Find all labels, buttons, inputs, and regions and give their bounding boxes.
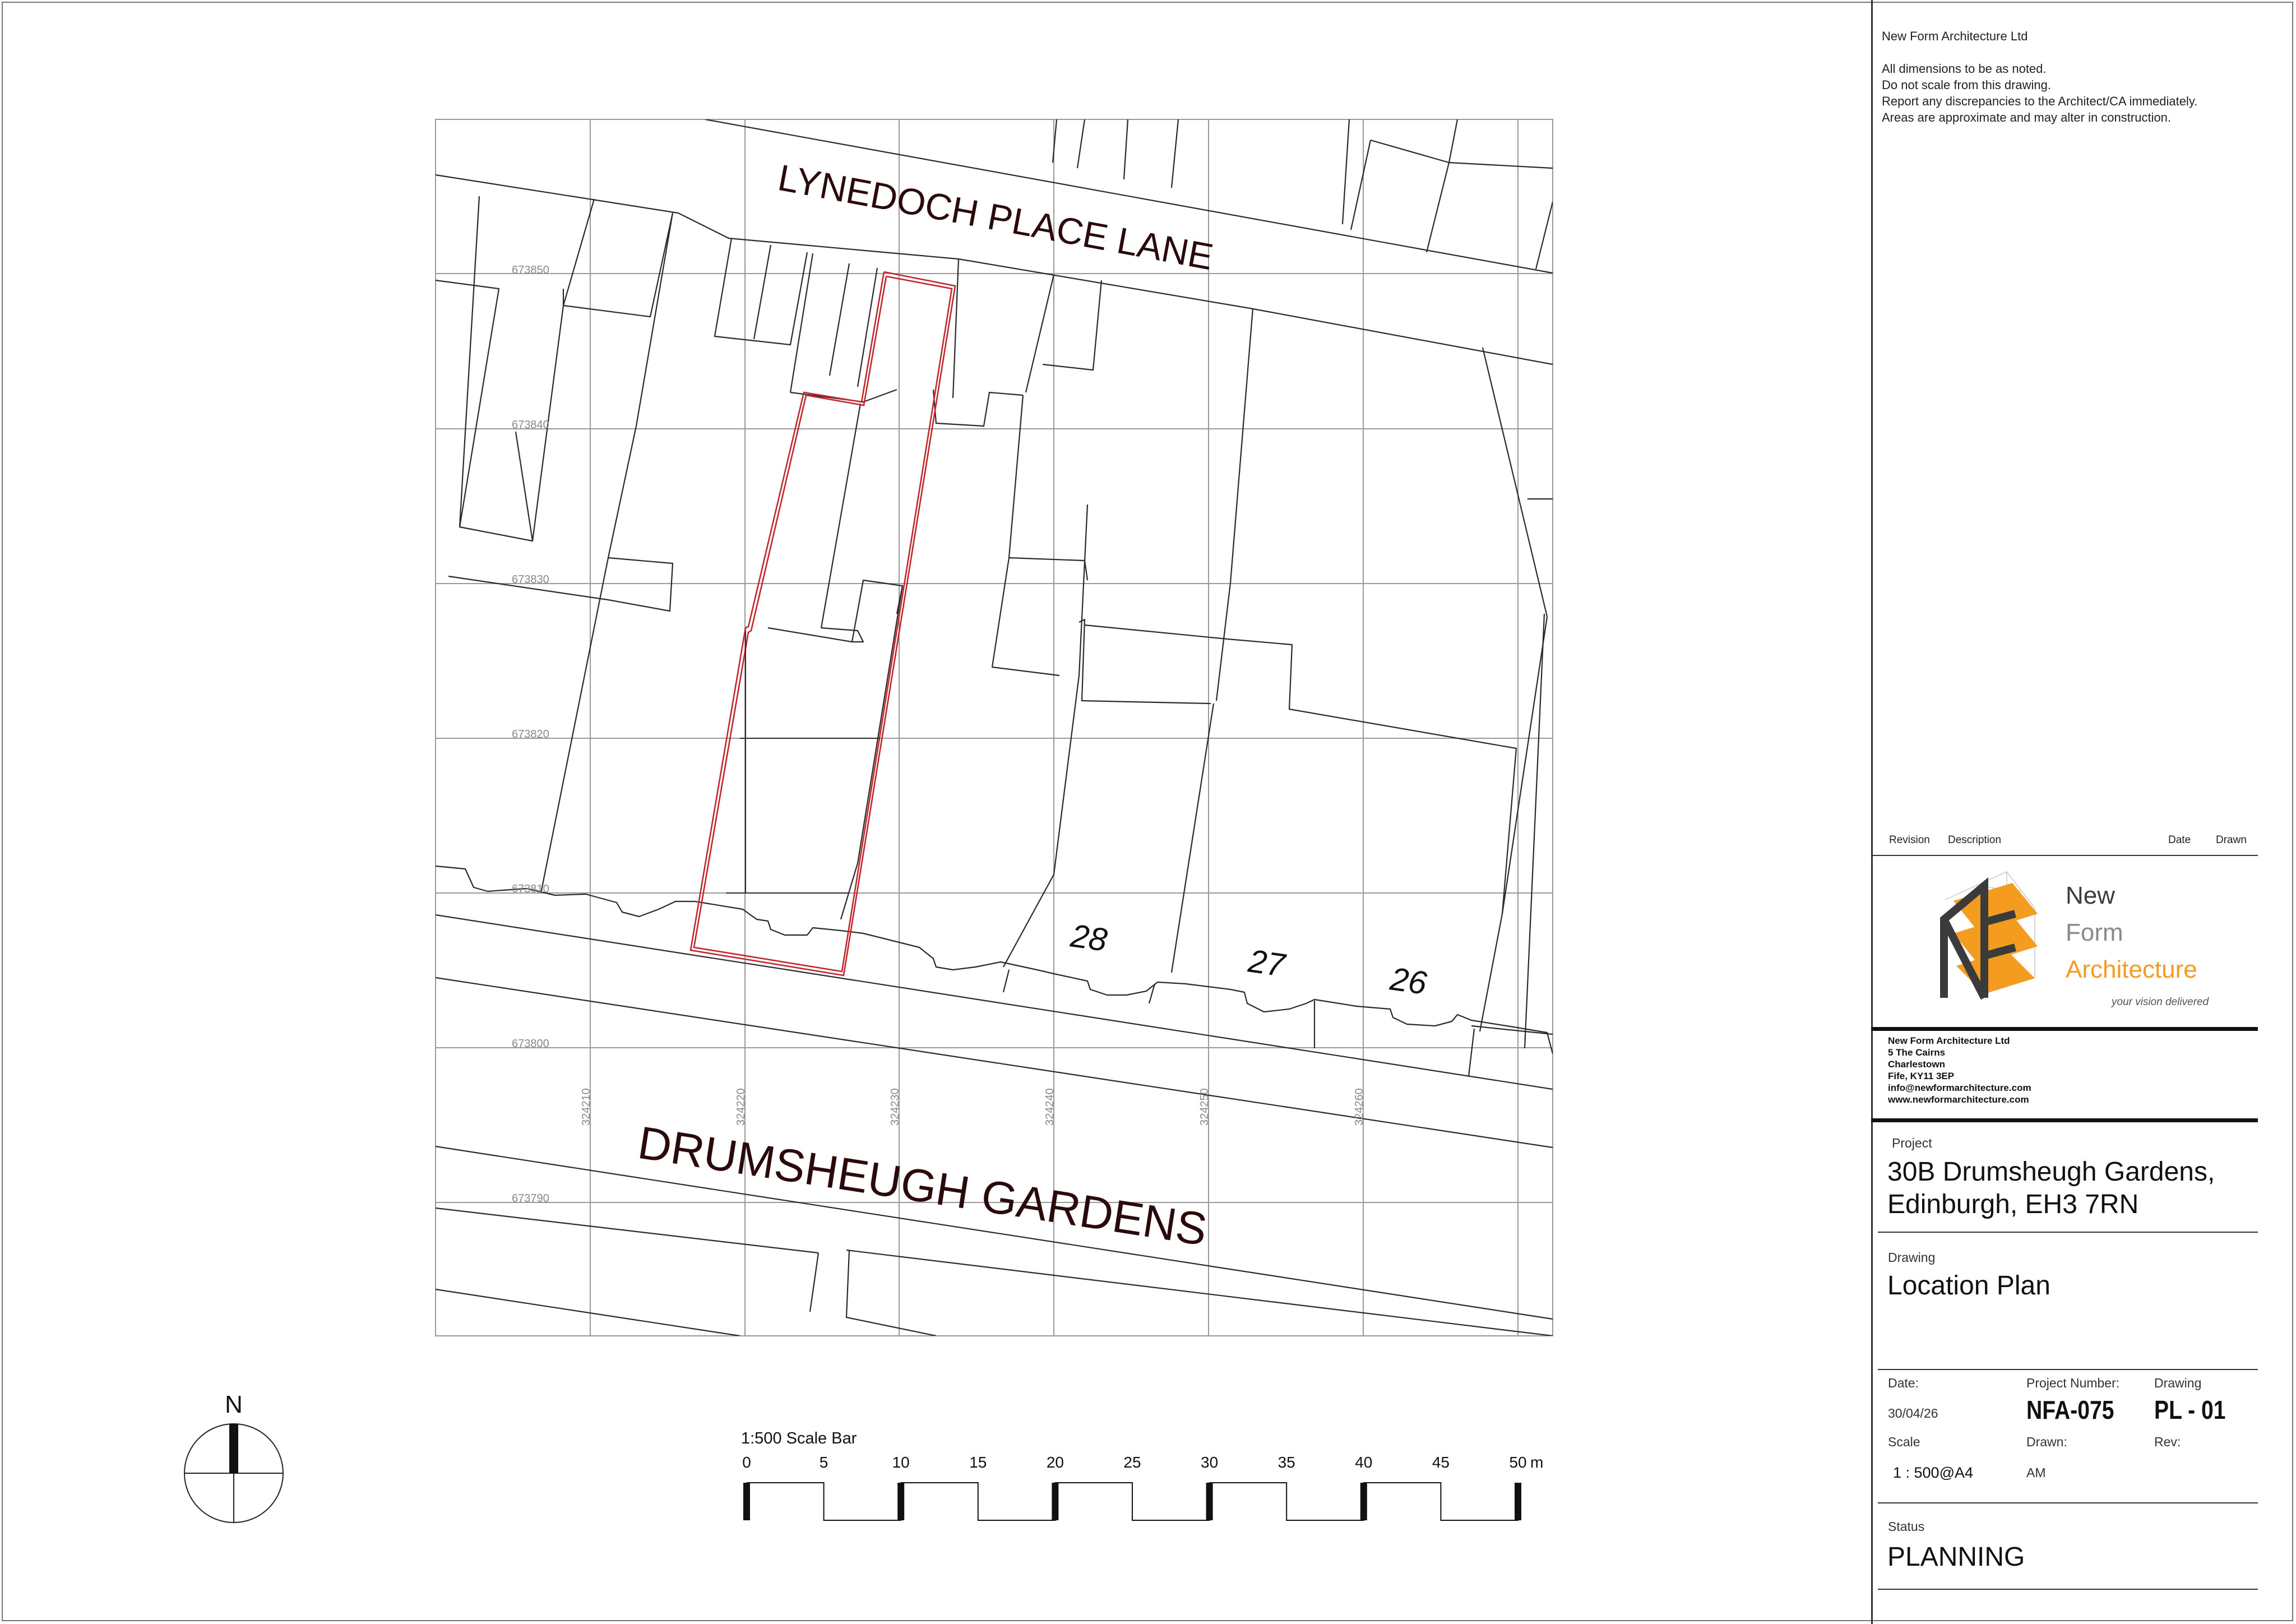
contact-details [1888, 1035, 2031, 1105]
house-numbers [1068, 917, 1429, 1002]
northing-label: 673840 [512, 419, 549, 431]
date-col-header: Date [2168, 834, 2191, 846]
scale-tick-label: 0 [742, 1454, 751, 1471]
scale-value: 1 : 500@A4 [1893, 1464, 1974, 1481]
status-label: Status [1888, 1519, 1925, 1534]
northing-label: 673810 [512, 883, 549, 895]
logo-tagline: your vision delivered [2112, 996, 2209, 1008]
scale-bar-title: 1:500 Scale Bar [741, 1429, 857, 1447]
drawn-col-header: Drawn [2216, 834, 2247, 846]
date-value: 30/04/26 [1888, 1406, 1938, 1421]
rev-label: Rev: [2154, 1435, 2181, 1449]
scale-tick-label: 35 [1277, 1454, 1295, 1471]
company-header [1882, 28, 2274, 44]
house-number: 26 [1388, 960, 1429, 1002]
drawn-label: Drawn: [2026, 1435, 2067, 1449]
note-line: All dimensions to be as noted. [1882, 62, 2047, 76]
note-line: Do not scale from this drawing. [1882, 78, 2052, 92]
northing-label: 673800 [512, 1038, 549, 1050]
scale-bar-unit: m [1530, 1454, 1544, 1471]
project-number-label: Project Number: [2026, 1376, 2120, 1390]
scale-tick-label: 50 [1509, 1454, 1527, 1471]
scale-bar-tick [1052, 1483, 1058, 1520]
note-line: Areas are approximate and may alter in construction. [1882, 110, 2172, 124]
project-label: Project [1892, 1136, 1932, 1150]
easting-label: 324260 [1353, 1088, 1365, 1126]
note-line: Report any discrepancies to the Architect/CA immediately. [1882, 94, 2198, 108]
logo-word-new: New [2066, 882, 2116, 909]
northing-label: 673850 [512, 264, 549, 276]
drawn-value: AM [2026, 1465, 2046, 1480]
scale-bar-tick [897, 1483, 904, 1520]
scale-label: Scale [1888, 1435, 1920, 1449]
contact-address-1: 5 The Cairns [1888, 1047, 1946, 1058]
northing-label: 673820 [512, 728, 549, 741]
logo-word-form: Form [2066, 919, 2123, 946]
scale-bar-tick [1206, 1483, 1213, 1520]
scale-tick-label: 30 [1201, 1454, 1219, 1471]
map-linework [436, 119, 1553, 1336]
drawing-title-rule [1878, 1369, 2258, 1370]
contact-website: www.newformarchitecture.com [1888, 1094, 2029, 1105]
north-arrow [184, 1391, 283, 1523]
drawing-title-label: Drawing [1888, 1250, 1936, 1265]
scale-tick-label: 5 [819, 1454, 828, 1471]
scale-tick-label: 40 [1355, 1454, 1373, 1471]
scale-bar-segments [747, 1483, 1518, 1520]
project-number-value: NFA-075 [2026, 1395, 2114, 1424]
status-value: PLANNING [1887, 1542, 2025, 1572]
revision-col-header: Revision [1889, 834, 1930, 846]
coordinate-grid [436, 119, 1553, 1336]
house-number: 27 [1246, 942, 1288, 984]
scale-bar-tick [1515, 1483, 1521, 1520]
easting-label: 324230 [889, 1088, 901, 1126]
contact-address-3: Fife, KY11 3EP [1888, 1071, 1955, 1081]
company-logo [1923, 866, 2225, 1017]
status-rule [1878, 1589, 2258, 1590]
house-number: 28 [1068, 917, 1110, 959]
drawing-number-label: Drawing [2154, 1376, 2202, 1390]
northing-label: 673830 [512, 573, 549, 586]
contact-address-2: Charlestown [1888, 1059, 1946, 1070]
company-name: New Form Architecture Ltd [1882, 29, 2028, 43]
street-name-south: DRUMSHEUGH GARDENS [635, 1117, 1211, 1256]
project-address [1887, 1156, 2215, 1221]
northing-labels [512, 264, 549, 1205]
logo-rule [1871, 1027, 2258, 1031]
easting-label: 324240 [1044, 1088, 1056, 1126]
revision-rule [1871, 855, 2258, 856]
north-label: N [225, 1391, 243, 1418]
details-rule [1878, 1502, 2258, 1503]
logo-word-architecture: Architecture [2066, 956, 2197, 983]
easting-label: 324220 [735, 1088, 747, 1126]
scale-tick-label: 20 [1046, 1454, 1064, 1471]
drawing-title-value: Location Plan [1887, 1271, 2050, 1301]
drawing-notes [1882, 61, 2274, 126]
scale-bar [741, 1429, 1543, 1520]
scale-tick-label: 10 [892, 1454, 910, 1471]
drawing-number-value: PL - 01 [2154, 1395, 2226, 1424]
northing-label: 673790 [512, 1192, 549, 1205]
title-block-divider [1871, 0, 1873, 1624]
scale-bar-tick [1360, 1483, 1367, 1520]
contact-email: info@newformarchitecture.com [1888, 1082, 2031, 1093]
site-boundary [691, 272, 955, 975]
project-address-line-1: 30B Drumsheugh Gardens, [1887, 1157, 2215, 1187]
date-label: Date: [1888, 1376, 1919, 1390]
contact-company: New Form Architecture Ltd [1888, 1035, 2010, 1046]
scale-bar-tick [743, 1483, 750, 1520]
scale-tick-label: 15 [969, 1454, 987, 1471]
contact-rule [1871, 1118, 2258, 1122]
street-name-north: LYNEDOCH PLACE LANE [775, 156, 1217, 278]
project-address-line-2: Edinburgh, EH3 7RN [1887, 1190, 2139, 1219]
easting-label: 324250 [1198, 1088, 1211, 1126]
project-rule [1878, 1232, 2258, 1233]
description-col-header: Description [1948, 834, 2002, 846]
scale-tick-label: 45 [1432, 1454, 1450, 1471]
easting-label: 324210 [580, 1088, 592, 1126]
scale-tick-label: 25 [1123, 1454, 1141, 1471]
easting-labels [580, 1088, 1365, 1126]
